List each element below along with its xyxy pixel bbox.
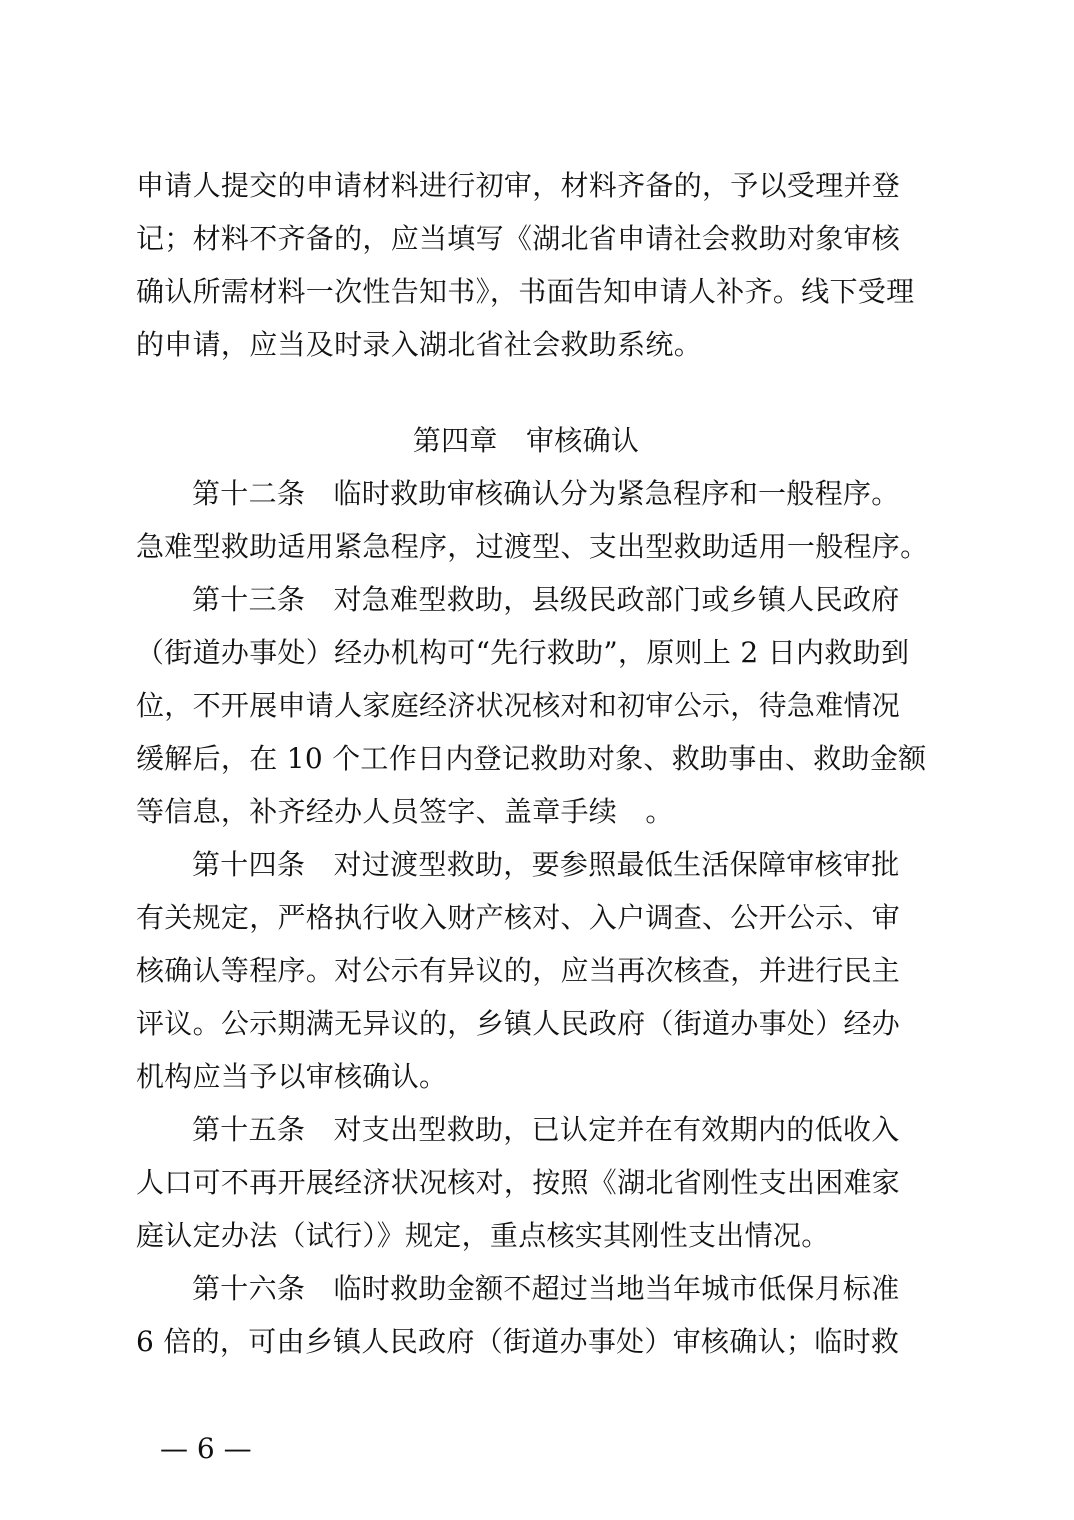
paragraph-line: 确认所需材料一次性告知书》，书面告知申请人补齐。线下受理 [136,275,915,308]
article-line: 第十三条 对急难型救助，县级民政部门或乡镇人民政府 [192,583,900,616]
article-line: 机构应当予以审核确认。 [136,1060,448,1093]
article-line: 有关规定，严格执行收入财产核对、入户调查、公开公示、审 [136,901,901,934]
article-line: 评议。公示期满无异议的，乡镇人民政府（街道办事处）经办 [136,1007,901,1040]
article-line: 第十四条 对过渡型救助，要参照最低生活保障审核审批 [192,848,900,881]
paragraph-line: 申请人提交的申请材料进行初审，材料齐备的，予以受理并登 [136,169,901,202]
article-line: 第十六条 临时救助金额不超过当地当年城市低保月标准 [192,1272,900,1305]
article-line: 庭认定办法（试行）》规定，重点核实其刚性支出情况。 [136,1219,830,1252]
page-number: — 6 — [160,1432,252,1465]
paragraph-line: 记；材料不齐备的，应当填写《湖北省申请社会救助对象审核 [136,222,901,255]
article-line: 第十二条 临时救助审核确认分为紧急程序和一般程序。 [192,477,900,510]
article-line: （街道办事处）经办机构可“先行救助”，原则上 2 日内救助到 [136,636,910,669]
article-line: 缓解后，在 10 个工作日内登记救助对象、救助事由、救助金额 [136,742,927,775]
article-line: 6 倍的，可由乡镇人民政府（街道办事处）审核确认；临时救 [136,1325,900,1358]
article-line: 位，不开展申请人家庭经济状况核对和初审公示，待急难情况 [136,689,901,722]
paragraph-line: 的申请，应当及时录入湖北省社会救助系统。 [136,328,703,361]
chapter-heading: 第四章 审核确认 [412,424,640,457]
article-line: 急难型救助适用紧急程序，过渡型、支出型救助适用一般程序。 [136,530,929,563]
article-line: 人口可不再开展经济状况核对，按照《湖北省刚性支出困难家 [136,1166,901,1199]
article-line: 核确认等程序。对公示有异议的，应当再次核查，并进行民主 [136,954,901,987]
article-line: 第十五条 对支出型救助，已认定并在有效期内的低收入 [192,1113,900,1146]
article-line: 等信息，补齐经办人员签字、盖章手续 。 [136,795,674,828]
